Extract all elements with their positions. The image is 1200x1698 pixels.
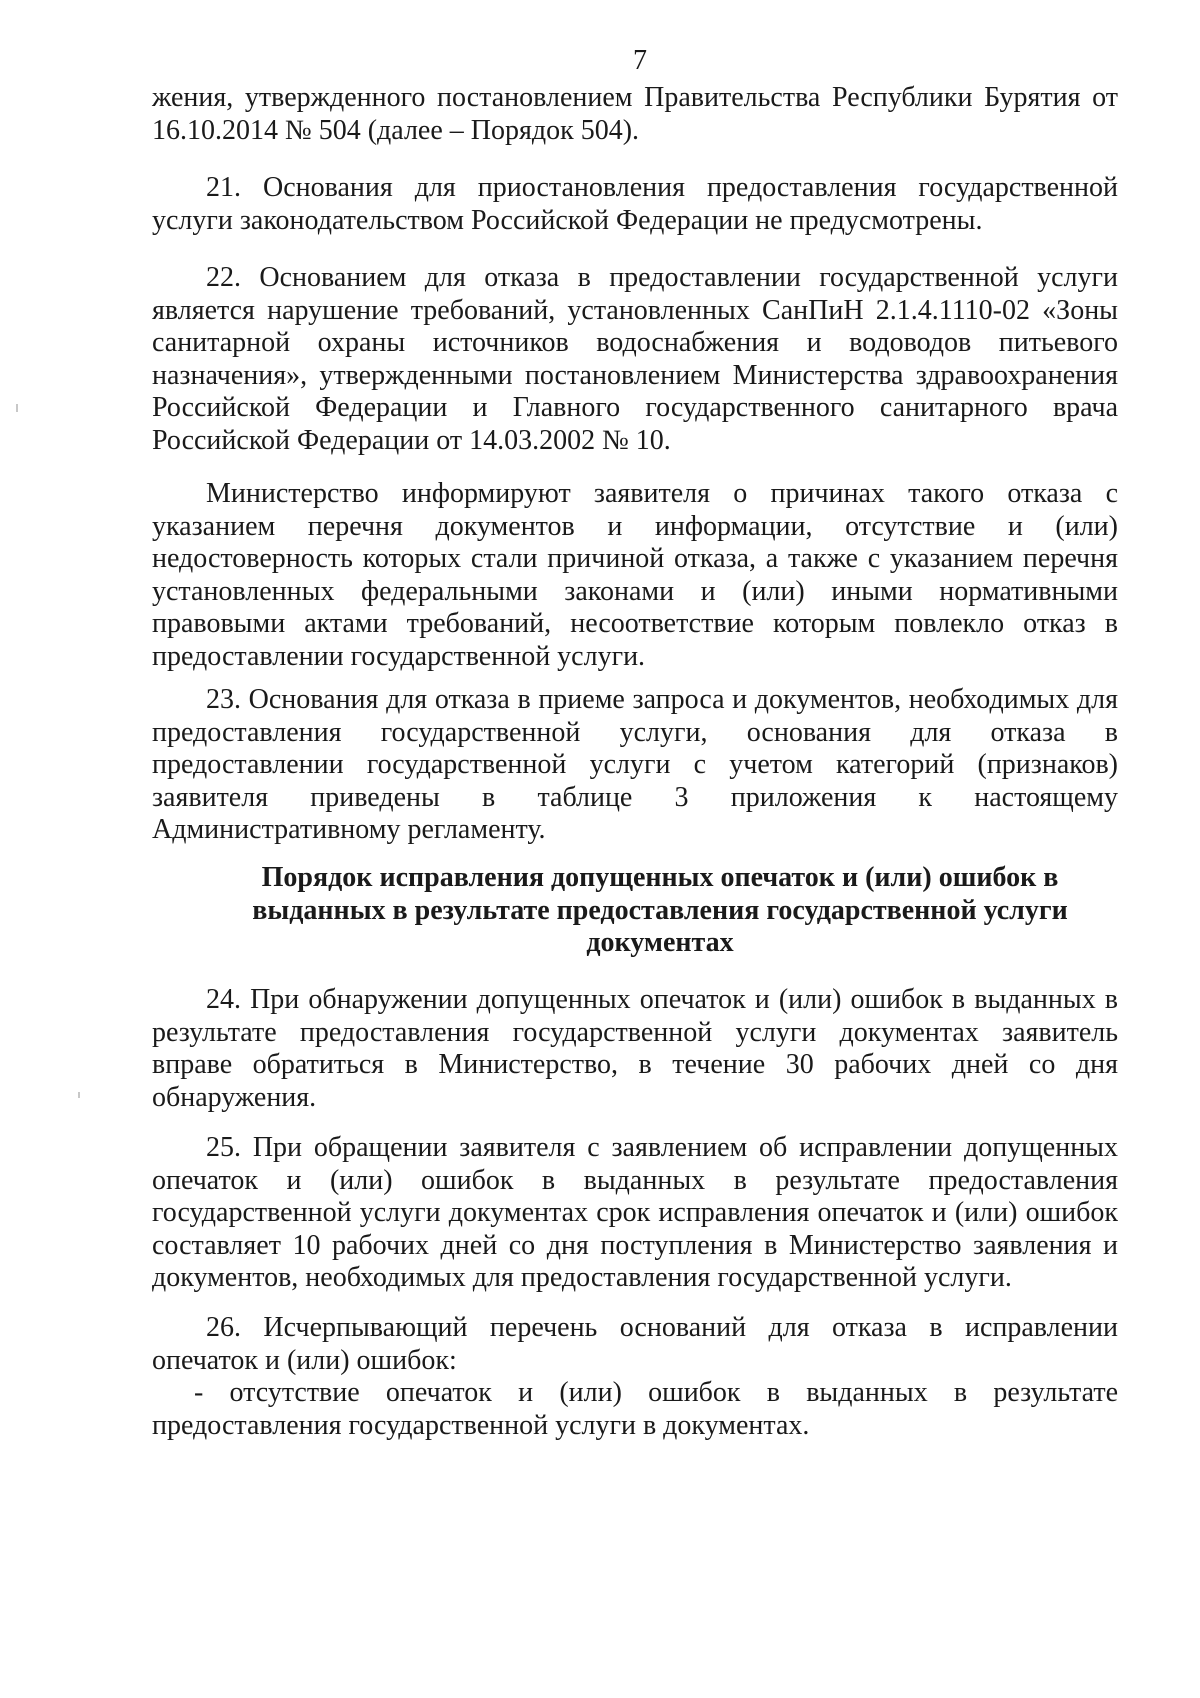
paragraph-26: 26. Исчерпывающий перечень оснований для отказа в исправлении опечаток и (или) ошибок: bbox=[152, 1312, 1118, 1376]
paragraph-24: 24. При обнаружении допущенных опечаток и (или) ошибок в выданных в результате предоставления государственной услуги документах заявитель вправе обратиться в Министерство, в течение 30 рабочих дней со дня обнаружения. bbox=[152, 984, 1118, 1113]
scan-artifact bbox=[78, 1092, 80, 1098]
paragraph-continuation: жения, утвержденного постановлением Правительства Республики Бурятия от 16.10.2014 № 504 (далее – Порядок 504). bbox=[152, 82, 1118, 146]
paragraph-22: 22. Основанием для отказа в предоставлении государственной услуги является нарушение требований, установленных СанПиН 2.1.4.1110-02 «Зоны санитарной охраны источников водоснабжения и водоводов питьевого назначения», утвержденными постановлением Министерства здравоохранения Российской Федерации и Главного государственного санитарного врача Российской Федерации от 14.03.2002 № 10. bbox=[152, 262, 1118, 456]
scan-artifact bbox=[16, 404, 18, 412]
section-heading: Порядок исправления допущенных опечаток и (или) ошибок в выданных в результате предоставления государственной услуги документах bbox=[252, 862, 1068, 958]
paragraph-23: 23. Основания для отказа в приеме запроса и документов, необходимых для предоставления государственной услуги, основания для отказа в предоставлении государственной услуги с учетом категорий (признаков) заявителя приведены в таблице 3 приложения к настоящему Административному регламенту. bbox=[152, 684, 1118, 845]
paragraph-26-list-item: - отсутствие опечаток и (или) ошибок в выданных в результате предоставления государственной услуги в документах. bbox=[152, 1377, 1118, 1441]
paragraph-ministry-informs: Министерство информируют заявителя о причинах такого отказа с указанием перечня документов и информации, отсутствие и (или) недостоверность которых стали причиной отказа, а также с указанием перечня установленных федеральными законами и (или) иными нормативными правовыми актами требований, несоответствие которым повлекло отказ в предоставлении государственной услуги. bbox=[152, 478, 1118, 672]
page-number: 7 bbox=[633, 45, 647, 76]
paragraph-21: 21. Основания для приостановления предоставления государственной услуги законодательством Российской Федерации не предусмотрены. bbox=[152, 172, 1118, 236]
paragraph-25: 25. При обращении заявителя с заявлением об исправлении допущенных опечаток и (или) ошибок в выданных в результате предоставления государственной услуги документах срок исправления опечаток и (или) ошибок составляет 10 рабочих дней со дня поступления в Министерство заявления и документов, необходимых для предоставления государственной услуги. bbox=[152, 1132, 1118, 1293]
